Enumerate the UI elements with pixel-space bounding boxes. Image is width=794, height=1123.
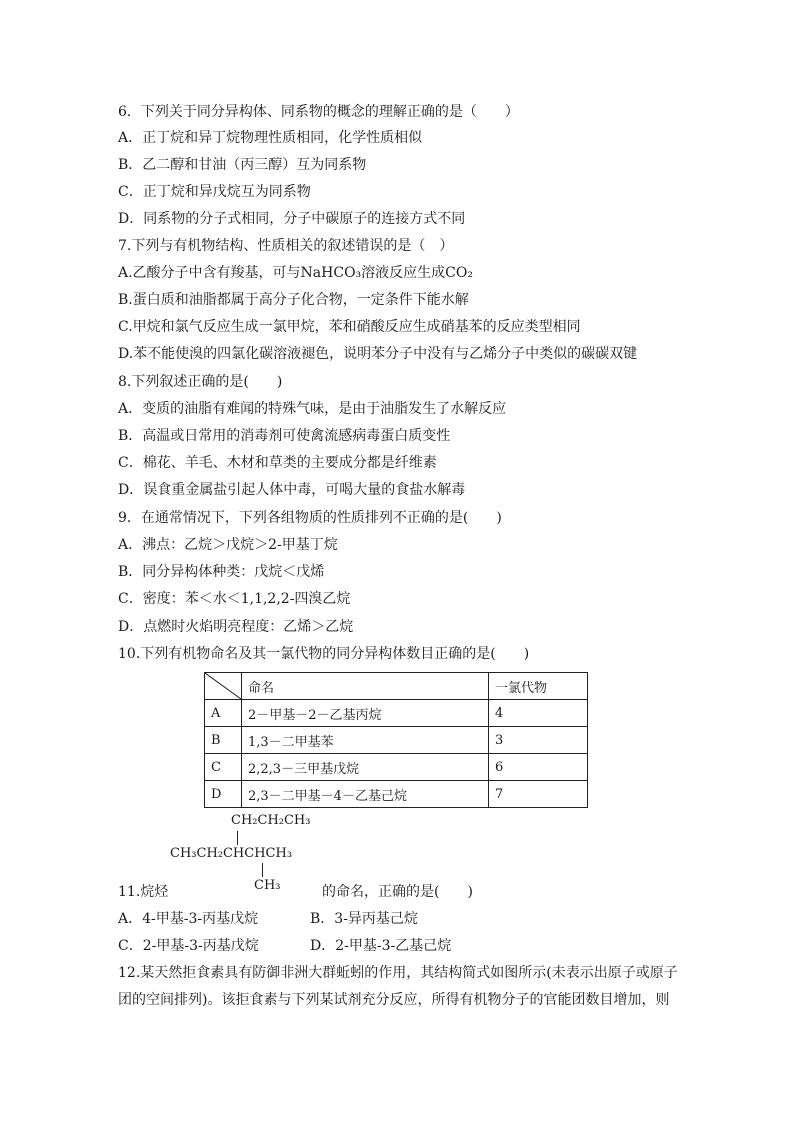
q7-stem: 7.下列与有机物结构、性质相关的叙述错误的是（ ） xyxy=(118,238,454,254)
q9-option-c: C．密度：苯＜水＜1,1,2,2-四溴乙烷 xyxy=(118,591,351,607)
q8-option-b: B．高温或日常用的消毒剂可使禽流感病毒蛋白质变性 xyxy=(118,428,451,444)
structure-bottom-bond xyxy=(262,863,263,877)
q8-option-a: A．变质的油脂有难闻的特殊气味，是由于油脂发生了水解反应 xyxy=(118,401,507,417)
q9-stem: 9．在通常情况下，下列各组物质的性质排列不正确的是( ) xyxy=(118,510,502,526)
q6-option-c: C．正丁烷和异戊烷互为同系物 xyxy=(118,184,311,200)
table-header-diagonal-cell xyxy=(205,673,242,700)
structure-bottom-branch: CH₃ xyxy=(254,878,281,893)
table-cell-option: C xyxy=(205,754,242,781)
table-header-row xyxy=(205,673,588,700)
table-row xyxy=(205,754,588,781)
table-cell-count: 4 xyxy=(489,700,588,727)
table-header-count: 一氯代物 xyxy=(489,673,588,700)
structure-top-branch: CH₂CH₂CH₃ xyxy=(231,813,311,828)
q10-stem: 10.下列有机物命名及其一氯代物的同分异构体数目正确的是( ) xyxy=(118,646,530,662)
table-cell-option: B xyxy=(205,727,242,754)
structure-main-chain: CH₃CH₂CHCHCH₃ xyxy=(170,846,293,861)
table-cell-option: A xyxy=(205,700,242,727)
q8-stem: 8.下列叙述正确的是( ) xyxy=(118,374,283,390)
q12-line-1: 12.某天然拒食素具有防御非洲大群蚯蚓的作用，其结构简式如图所示(未表示出原子或原子 xyxy=(118,965,678,981)
table-row xyxy=(205,727,588,754)
table-cell-name: 1,3－二甲基苯 xyxy=(242,727,489,754)
q7-option-a: A.乙酸分子中含有羧基，可与NaHCO₃溶液反应生成CO₂ xyxy=(118,265,473,281)
table-cell-name: 2－甲基－2－乙基丙烷 xyxy=(242,700,489,727)
table-row xyxy=(205,781,588,808)
table-cell-count: 3 xyxy=(489,727,588,754)
table-cell-name: 2,2,3－三甲基戊烷 xyxy=(242,754,489,781)
q9-option-d: D．点燃时火焰明亮程度：乙烯＞乙烷 xyxy=(118,619,354,635)
table-header-name: 命名 xyxy=(242,673,489,700)
q9-option-a: A．沸点：乙烷＞戊烷＞2-甲基丁烷 xyxy=(118,537,338,553)
q11-stem-suffix: 的命名，正确的是( ) xyxy=(322,884,473,900)
q8-option-d: D．误食重金属盐引起人体中毒，可喝大量的食盐水解毒 xyxy=(118,482,466,498)
q10-table xyxy=(204,672,588,808)
q9-option-b: B．同分异构体种类：戊烷＜戊烯 xyxy=(118,564,325,580)
q6-option-d: D．同系物的分子式相同，分子中碳原子的连接方式不同 xyxy=(118,211,466,227)
q7-option-c: C.甲烷和氯气反应生成一氯甲烷，苯和硝酸反应生成硝基苯的反应类型相同 xyxy=(118,319,581,335)
table-cell-count: 6 xyxy=(489,754,588,781)
table-cell-option: D xyxy=(205,781,242,808)
q11-option-c: C．2-甲基-3-丙基戊烷 xyxy=(118,938,259,954)
table-row xyxy=(205,700,588,727)
q6-option-a: A．正丁烷和异丁烷物理性质相同，化学性质相似 xyxy=(118,130,423,146)
table-cell-name: 2,3－二甲基－4－乙基己烷 xyxy=(242,781,489,808)
table-cell-count: 7 xyxy=(489,781,588,808)
q7-option-d: D.苯不能使溴的四氯化碳溶液褪色，说明苯分子中没有与乙烯分子中类似的碳碳双键 xyxy=(118,346,638,362)
q6-stem: 6．下列关于同分异构体、同系物的概念的理解正确的是（ ） xyxy=(118,104,519,120)
q6-option-b: B．乙二醇和甘油（丙三醇）互为同系物 xyxy=(118,157,367,173)
q7-option-b: B.蛋白质和油脂都属于高分子化合物，一定条件下能水解 xyxy=(118,292,469,308)
q11-option-a: A．4-甲基-3-丙基戊烷 xyxy=(118,911,259,927)
q8-option-c: C．棉花、羊毛、木材和草类的主要成分都是纤维素 xyxy=(118,455,437,471)
q11-option-b: B．3-异丙基己烷 xyxy=(310,911,418,927)
q12-line-2: 团的空间排列)。该拒食素与下列某试剂充分反应，所得有机物分子的官能团数目增加，则 xyxy=(118,992,670,1008)
diagonal-line xyxy=(205,673,241,699)
q11-stem-prefix: 11.烷烃 xyxy=(118,884,169,900)
structure-top-bond xyxy=(237,831,238,845)
q11-option-d: D．2-甲基-3-乙基己烷 xyxy=(310,938,452,954)
